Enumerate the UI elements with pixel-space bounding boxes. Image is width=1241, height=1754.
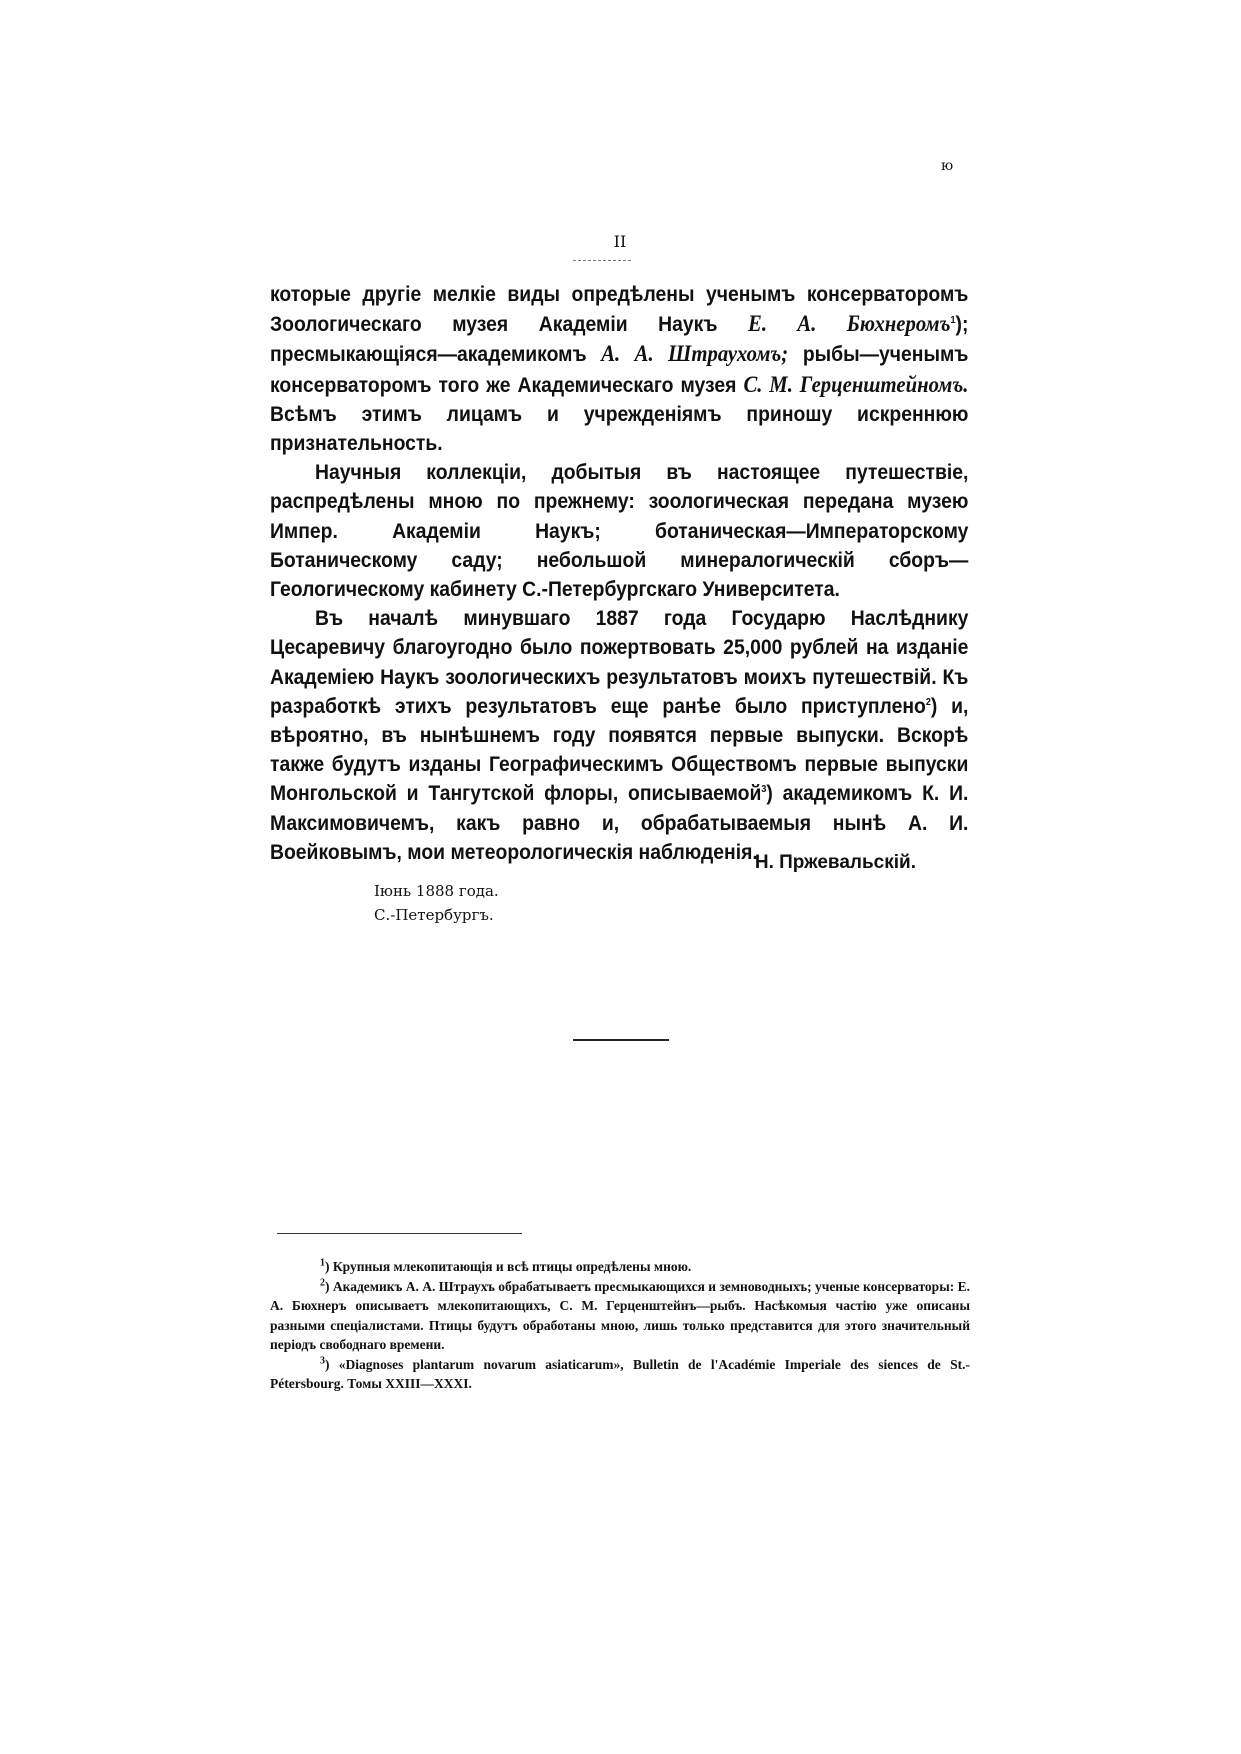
footnote-1-text: ) Крупныя млекопитающія и всѣ птицы опредѣлены мною. (325, 1259, 692, 1274)
p1-text-2: ); пресмыкающіяся—академикомъ (270, 312, 969, 367)
paragraph-3 (270, 604, 968, 867)
paragraph-2: Научныя коллекціи, добытыя въ настоящее путешествіе, распредѣлены мною по прежнему: зоологическая передана музею Импер. Академіи Наукъ; ботаническая—Императорскому Ботаническому саду; небольшой минералогическій сборъ—Геологическому кабинету С.-Петербургскаго Университета. (270, 460, 969, 602)
p3-text-3: ) академикомъ К. И. Максимовичемъ, какъ равно и, обрабатываемыя нынѣ А. И. Воейковымъ, мои метеорологическія наблюденія. (270, 781, 969, 864)
footnote-2-mark: 2 (320, 1277, 325, 1288)
footnote-2-text: ) Академикъ А. А. Штраухъ обрабатываетъ пресмыкающихся и земноводныхъ; ученые консерваторы: Е. А. Бюхнеръ описываетъ млекопитающихъ, С. М. Герценштейнъ—рыбъ. Насѣкомыя частію уже описаны разными спеціалистами. Птицы будутъ обработаны мною, лишь только представится для этого значительный періодъ свободнаго времени. (270, 1278, 970, 1352)
footnote-3-text: ) «Diagnoses plantarum novarum asiaticarum», Bulletin de l'Académie Imperiale des siences de St.-Pétersbourg. Томы XXIII—XXXI. (270, 1356, 970, 1391)
name-herzenstein: С. М. Герценштейномъ. (743, 371, 969, 397)
footnote-3 (270, 1355, 970, 1394)
paragraph-1 (270, 280, 968, 458)
p1-text-1: которые другіе мелкіе виды опредѣлены ученымъ консерваторомъ Зоологическаго музея Академіи Наукъ (270, 282, 969, 337)
footnote-2 (270, 1277, 970, 1355)
place-date (374, 879, 499, 927)
name-buchner: Е. А. Бюхнеромъ (748, 311, 951, 337)
place-line: С.-Петербургъ. (374, 906, 494, 924)
page-number-rule (573, 260, 631, 261)
page-number: II (613, 232, 627, 251)
footnote-3-mark: 3 (320, 1355, 325, 1366)
p3-text-1: Въ началѣ минувшаго 1887 года Государю Наслѣднику Цесаревичу благоугодно было пожертвовать 25,000 рублей на изданіе Академіею Наукъ зоологическихъ результатовъ моихъ путешествій. Къ разработкѣ этихъ результатовъ еще ранѣе было приступлено (270, 606, 969, 718)
name-strauch: А. А. Штраухомъ; (601, 341, 789, 367)
footnote-divider (277, 1233, 522, 1234)
signature: Н. Пржевальскій. (754, 852, 916, 873)
footnote-ref-3: 3 (761, 784, 767, 796)
body-text (270, 280, 968, 867)
footnote-ref-1: 1 (950, 315, 956, 327)
corner-mark: ю (941, 158, 955, 174)
p1-text-4: Всѣмъ этимъ лицамъ и учрежденіямъ приношу искреннюю признательность. (270, 401, 969, 456)
p1-text-3: рыбы—ученымъ консерваторомъ того же Академическаго музея (270, 342, 969, 397)
footnotes (270, 1257, 970, 1394)
p3-text-2: ) и, вѣроятно, въ нынѣшнемъ году появятся первые выпуски. Вскорѣ также будутъ изданы Географическимъ Обществомъ первые выпуски Монгольской и Тангутской флоры, описываемой (270, 693, 969, 806)
footnote-1 (270, 1257, 970, 1277)
date-line: Іюнь 1888 года. (374, 882, 499, 900)
footnote-1-mark: 1 (320, 1257, 325, 1269)
footnote-ref-2: 2 (925, 696, 931, 708)
section-divider (573, 1039, 669, 1041)
